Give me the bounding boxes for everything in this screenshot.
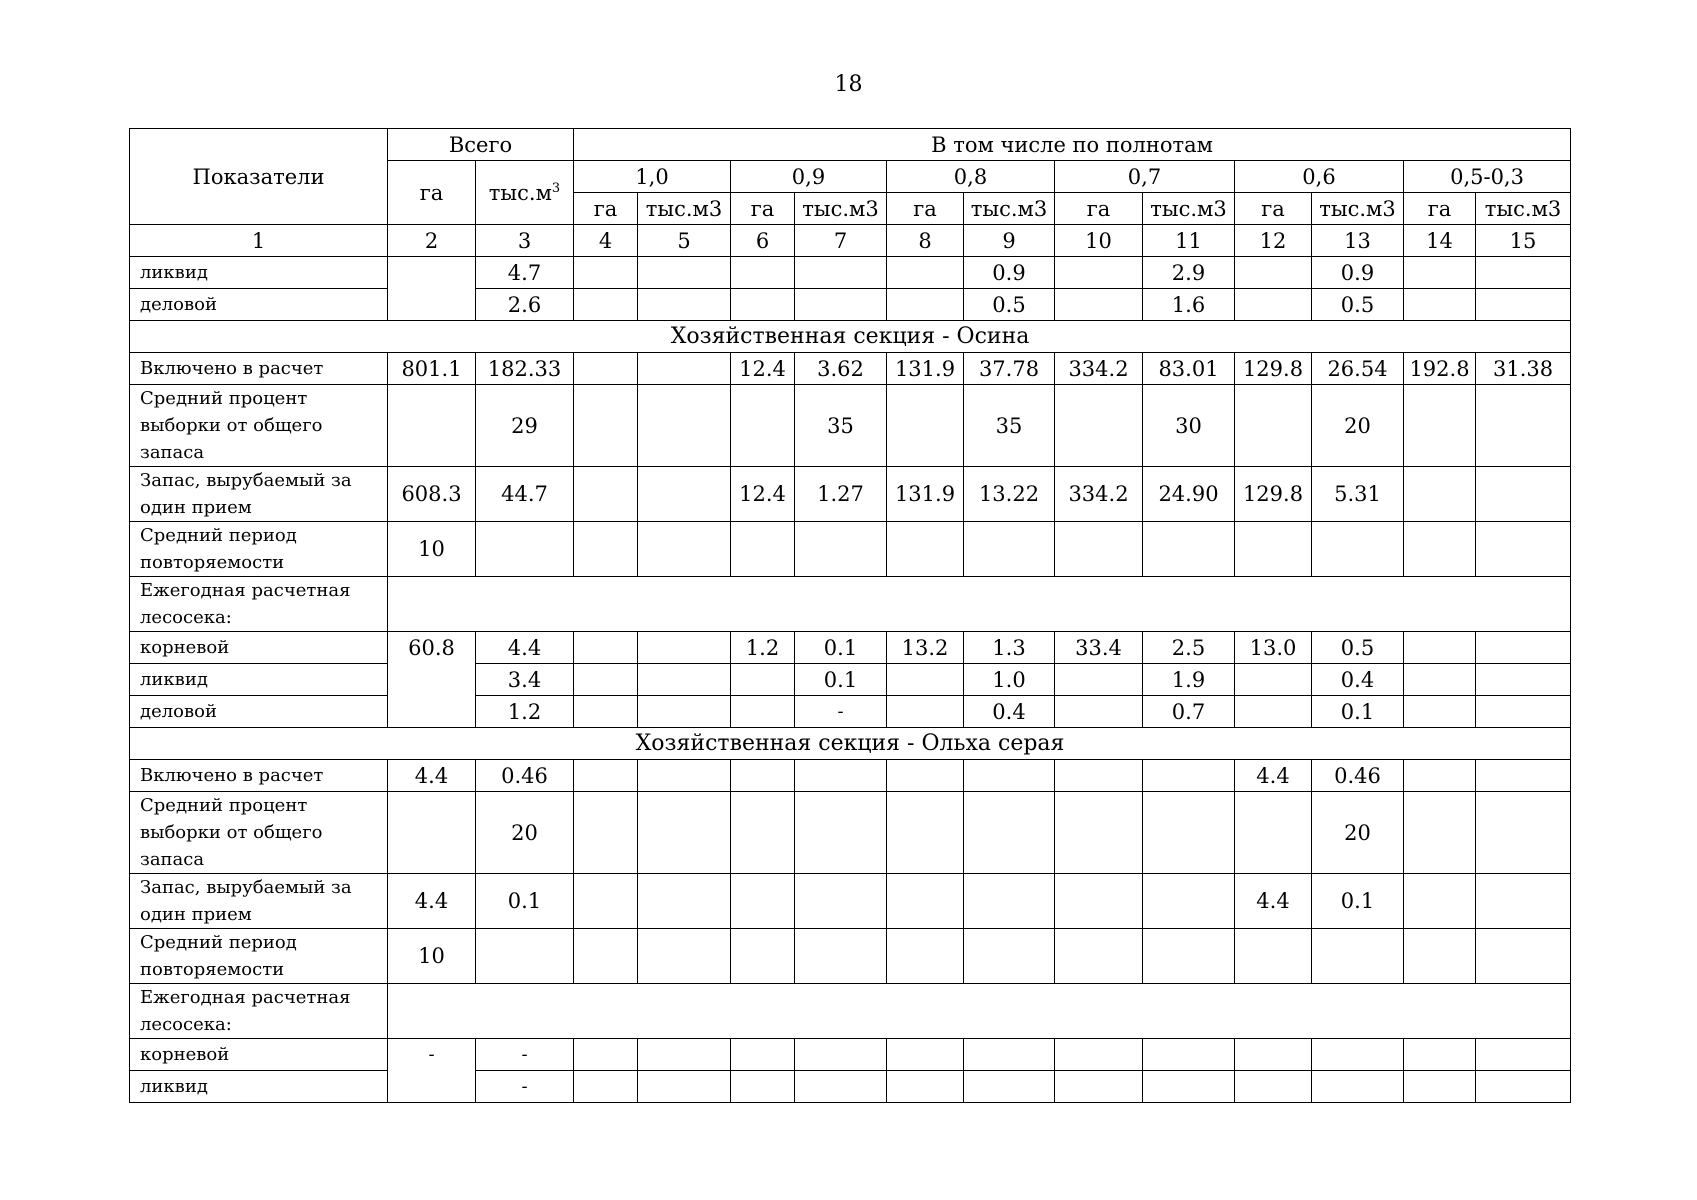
- table-cell: [795, 257, 887, 289]
- table-cell: -: [476, 1071, 574, 1103]
- table-cell: 1.3: [964, 632, 1055, 664]
- table-cell: 10: [388, 522, 476, 577]
- density-header: 0,7: [1055, 161, 1235, 193]
- table-cell: [574, 385, 638, 467]
- table-cell: [1404, 929, 1476, 984]
- table-cell: 10: [388, 929, 476, 984]
- table-cell: 131.9: [887, 467, 964, 522]
- unit-ga: га: [574, 193, 638, 225]
- table-cell: [638, 467, 731, 522]
- table-cell: [795, 289, 887, 321]
- page-number: 18: [834, 72, 863, 97]
- table-cell: [638, 696, 731, 728]
- table-cell: 0.1: [1312, 696, 1404, 728]
- row-label: ликвид: [130, 664, 388, 696]
- table-cell: [731, 792, 795, 874]
- table-cell: [638, 522, 731, 577]
- table-cell: [388, 664, 476, 696]
- table-cell: [1055, 929, 1143, 984]
- table-cell: [731, 874, 795, 929]
- column-number: 9: [964, 225, 1055, 257]
- table-cell: 129.8: [1235, 353, 1312, 385]
- table-cell: 33.4: [1055, 632, 1143, 664]
- table-cell: 192.8: [1404, 353, 1476, 385]
- section-title: Хозяйственная секция - Ольха серая: [130, 728, 1571, 760]
- table-cell: 20: [1312, 792, 1404, 874]
- table-cell: [1312, 929, 1404, 984]
- table-row: [130, 385, 1571, 467]
- unit-ga: га: [1404, 193, 1476, 225]
- column-number: 4: [574, 225, 638, 257]
- table-cell: [388, 696, 476, 728]
- table-cell: [574, 929, 638, 984]
- table-cell: [1055, 1039, 1143, 1071]
- table-cell: [1404, 522, 1476, 577]
- table-cell: [887, 522, 964, 577]
- unit-superscript: 3: [551, 180, 561, 196]
- table-cell: 2.5: [1143, 632, 1235, 664]
- table-cell: [887, 1071, 964, 1103]
- table-cell: [887, 929, 964, 984]
- table-cell: 44.7: [476, 467, 574, 522]
- table-cell: [574, 664, 638, 696]
- section-row: [130, 728, 1571, 760]
- table-row: [130, 522, 1571, 577]
- table-row: [130, 467, 1571, 522]
- table-cell: [731, 257, 795, 289]
- empty-span-cell: [388, 577, 1571, 632]
- table-cell: [1476, 289, 1571, 321]
- table-cell: [1404, 257, 1476, 289]
- unit-volume: тыс.м3: [964, 193, 1055, 225]
- row-label: Ежегодная расчетная лесосека:: [130, 577, 388, 632]
- table-cell: [1055, 664, 1143, 696]
- table-cell: [638, 257, 731, 289]
- table-cell: 29: [476, 385, 574, 467]
- row-label: корневой: [130, 1039, 388, 1071]
- table-row: [130, 1039, 1571, 1071]
- table-cell: [1143, 929, 1235, 984]
- table-cell: [887, 792, 964, 874]
- table-row: [130, 984, 1571, 1039]
- table-cell: [1476, 257, 1571, 289]
- table-cell: 801.1: [388, 353, 476, 385]
- table-cell: [1055, 760, 1143, 792]
- forest-cutting-table: [129, 128, 1571, 1103]
- table-cell: [964, 792, 1055, 874]
- header-total-ga: га: [388, 161, 476, 225]
- density-header: 0,5-0,3: [1404, 161, 1571, 193]
- table-row: [130, 760, 1571, 792]
- header-row-1: [130, 129, 1571, 161]
- density-header: 0,8: [887, 161, 1055, 193]
- table-cell: [638, 760, 731, 792]
- table-cell: [1235, 385, 1312, 467]
- table-cell: [731, 522, 795, 577]
- table-cell: 0.7: [1143, 696, 1235, 728]
- table-cell: [964, 760, 1055, 792]
- density-header: 0,9: [731, 161, 887, 193]
- table-cell: [1476, 522, 1571, 577]
- table-cell: [887, 664, 964, 696]
- table-cell: 30: [1143, 385, 1235, 467]
- table-row: [130, 289, 1571, 321]
- table-cell: [1143, 522, 1235, 577]
- table-cell: [1235, 664, 1312, 696]
- table-cell: [731, 664, 795, 696]
- table-cell: 35: [795, 385, 887, 467]
- header-including: В том числе по полнотам: [574, 129, 1571, 161]
- table-cell: [795, 760, 887, 792]
- table-cell: 0.9: [1312, 257, 1404, 289]
- table-cell: [388, 257, 476, 289]
- row-label: Включено в расчет: [130, 760, 388, 792]
- table-cell: -: [795, 696, 887, 728]
- table-cell: [1404, 467, 1476, 522]
- table-cell: [1235, 929, 1312, 984]
- table-cell: 1.0: [964, 664, 1055, 696]
- table-cell: 0.5: [1312, 289, 1404, 321]
- table-cell: [1055, 1071, 1143, 1103]
- table-cell: [1143, 760, 1235, 792]
- table-cell: [638, 874, 731, 929]
- table-cell: 4.4: [388, 874, 476, 929]
- table-cell: 4.4: [476, 632, 574, 664]
- table-cell: [1404, 1071, 1476, 1103]
- table-cell: [1235, 1071, 1312, 1103]
- table-cell: [1312, 522, 1404, 577]
- unit-ga: га: [731, 193, 795, 225]
- table-cell: 131.9: [887, 353, 964, 385]
- row-label: Средний процент выборки от общего запаса: [130, 385, 388, 467]
- table-cell: 4.4: [1235, 874, 1312, 929]
- table-cell: [574, 1039, 638, 1071]
- density-header: 1,0: [574, 161, 731, 193]
- table-cell: [1476, 1039, 1571, 1071]
- table-cell: 4.7: [476, 257, 574, 289]
- table-cell: [731, 1039, 795, 1071]
- column-number: 15: [1476, 225, 1571, 257]
- header-indicators: Показатели: [130, 129, 388, 225]
- table-cell: 60.8: [388, 632, 476, 664]
- unit-ga: га: [887, 193, 964, 225]
- table-cell: [1055, 792, 1143, 874]
- unit-volume: тыс.м3: [638, 193, 731, 225]
- table-cell: 35: [964, 385, 1055, 467]
- row-label: Средний процент выборки от общего запаса: [130, 792, 388, 874]
- table-cell: 5.31: [1312, 467, 1404, 522]
- table-cell: 0.4: [1312, 664, 1404, 696]
- unit-ga: га: [1055, 193, 1143, 225]
- table-cell: [964, 1071, 1055, 1103]
- unit-volume: тыс.м3: [1143, 193, 1235, 225]
- table-cell: 24.90: [1143, 467, 1235, 522]
- table-cell: [1476, 1071, 1571, 1103]
- empty-span-cell: [388, 984, 1571, 1039]
- table-row: [130, 577, 1571, 632]
- table-cell: [1404, 874, 1476, 929]
- table-cell: [1235, 257, 1312, 289]
- table-cell: [388, 1071, 476, 1103]
- table-cell: [638, 1039, 731, 1071]
- table-cell: [1404, 792, 1476, 874]
- table-cell: [1235, 696, 1312, 728]
- column-number: 3: [476, 225, 574, 257]
- table-cell: [638, 353, 731, 385]
- table-cell: [388, 792, 476, 874]
- table-cell: 20: [1312, 385, 1404, 467]
- table-cell: 0.5: [964, 289, 1055, 321]
- table-cell: [1404, 696, 1476, 728]
- table-cell: 0.9: [964, 257, 1055, 289]
- table-cell: [1476, 385, 1571, 467]
- table-cell: [1476, 874, 1571, 929]
- table-cell: [574, 353, 638, 385]
- table-cell: 1.6: [1143, 289, 1235, 321]
- column-number: 8: [887, 225, 964, 257]
- table-cell: 13.2: [887, 632, 964, 664]
- table-cell: [1055, 289, 1143, 321]
- table-cell: [1404, 760, 1476, 792]
- table-cell: [638, 664, 731, 696]
- table-cell: 26.54: [1312, 353, 1404, 385]
- table-cell: [574, 874, 638, 929]
- table-cell: [574, 632, 638, 664]
- column-number: 14: [1404, 225, 1476, 257]
- unit-text: тыс.м: [488, 180, 552, 205]
- table-cell: 0.46: [1312, 760, 1404, 792]
- table-cell: 4.4: [1235, 760, 1312, 792]
- table-cell: 2.9: [1143, 257, 1235, 289]
- table-cell: 3.4: [476, 664, 574, 696]
- header-total-volume: [476, 161, 574, 225]
- column-number: 10: [1055, 225, 1143, 257]
- table-row: [130, 929, 1571, 984]
- table-cell: [795, 874, 887, 929]
- table-cell: [964, 522, 1055, 577]
- table-cell: 182.33: [476, 353, 574, 385]
- row-label: Ежегодная расчетная лесосека:: [130, 984, 388, 1039]
- row-label: деловой: [130, 696, 388, 728]
- table-cell: [638, 792, 731, 874]
- section-row: [130, 321, 1571, 353]
- column-number: 6: [731, 225, 795, 257]
- table-cell: [574, 257, 638, 289]
- header-total: Всего: [388, 129, 574, 161]
- table-cell: [638, 632, 731, 664]
- table-cell: [574, 696, 638, 728]
- table-cell: [887, 760, 964, 792]
- table-cell: 37.78: [964, 353, 1055, 385]
- table-cell: [1404, 664, 1476, 696]
- table-cell: [731, 760, 795, 792]
- table-cell: [795, 929, 887, 984]
- table-cell: [731, 289, 795, 321]
- table-cell: 1.2: [476, 696, 574, 728]
- table-cell: 0.4: [964, 696, 1055, 728]
- table-cell: 334.2: [1055, 467, 1143, 522]
- table-cell: 0.5: [1312, 632, 1404, 664]
- table-cell: [388, 289, 476, 321]
- table-cell: [1235, 792, 1312, 874]
- table-cell: [1055, 385, 1143, 467]
- table-row: [130, 696, 1571, 728]
- table-cell: 129.8: [1235, 467, 1312, 522]
- table-cell: [1235, 1039, 1312, 1071]
- row-label: Запас, вырубаемый за один прием: [130, 874, 388, 929]
- table-cell: [1235, 289, 1312, 321]
- table-cell: [638, 289, 731, 321]
- table-cell: 13.22: [964, 467, 1055, 522]
- table-cell: [1055, 257, 1143, 289]
- table-cell: [1055, 522, 1143, 577]
- table-cell: [574, 792, 638, 874]
- table-cell: [887, 696, 964, 728]
- row-label: Запас, вырубаемый за один прием: [130, 467, 388, 522]
- table-cell: [1235, 522, 1312, 577]
- section-title: Хозяйственная секция - Осина: [130, 321, 1571, 353]
- table-cell: [795, 792, 887, 874]
- table-cell: [574, 1071, 638, 1103]
- table-row: [130, 353, 1571, 385]
- table-cell: 13.0: [1235, 632, 1312, 664]
- table-cell: [476, 929, 574, 984]
- column-number: 13: [1312, 225, 1404, 257]
- table-cell: [1404, 1039, 1476, 1071]
- table-cell: [731, 696, 795, 728]
- table-cell: [1404, 632, 1476, 664]
- table-cell: [1404, 385, 1476, 467]
- table-row: [130, 664, 1571, 696]
- table-cell: [1143, 792, 1235, 874]
- column-number: 2: [388, 225, 476, 257]
- table-cell: [1476, 664, 1571, 696]
- table-cell: [1404, 289, 1476, 321]
- table-cell: 608.3: [388, 467, 476, 522]
- row-label: корневой: [130, 632, 388, 664]
- table-cell: [1055, 874, 1143, 929]
- table-cell: -: [388, 1039, 476, 1071]
- table-cell: -: [476, 1039, 574, 1071]
- table-cell: [887, 385, 964, 467]
- table-cell: 20: [476, 792, 574, 874]
- density-header: 0,6: [1235, 161, 1404, 193]
- table-cell: [1476, 792, 1571, 874]
- row-label: ликвид: [130, 1071, 388, 1103]
- table-cell: 1.27: [795, 467, 887, 522]
- row-label: деловой: [130, 289, 388, 321]
- table-cell: [731, 929, 795, 984]
- table-cell: [1143, 874, 1235, 929]
- table-cell: [638, 385, 731, 467]
- table-cell: 0.1: [1312, 874, 1404, 929]
- table-cell: [476, 522, 574, 577]
- table-cell: [1476, 696, 1571, 728]
- table-cell: 4.4: [388, 760, 476, 792]
- table-cell: 83.01: [1143, 353, 1235, 385]
- table-cell: 1.9: [1143, 664, 1235, 696]
- table-row: [130, 874, 1571, 929]
- unit-volume: тыс.м3: [1312, 193, 1404, 225]
- table-cell: [1476, 632, 1571, 664]
- table-cell: 0.1: [476, 874, 574, 929]
- table-cell: [1476, 760, 1571, 792]
- header-row-numbers: [130, 225, 1571, 257]
- table-cell: 2.6: [476, 289, 574, 321]
- table-cell: [1476, 467, 1571, 522]
- table-cell: [964, 874, 1055, 929]
- unit-volume: тыс.м3: [795, 193, 887, 225]
- unit-ga: га: [1235, 193, 1312, 225]
- table-cell: [795, 522, 887, 577]
- table-cell: [574, 760, 638, 792]
- table-cell: 12.4: [731, 467, 795, 522]
- table-cell: 12.4: [731, 353, 795, 385]
- table-cell: [1476, 929, 1571, 984]
- row-label: Включено в расчет: [130, 353, 388, 385]
- column-number: 5: [638, 225, 731, 257]
- table-cell: [574, 522, 638, 577]
- table-cell: 3.62: [795, 353, 887, 385]
- table-cell: [731, 385, 795, 467]
- table-cell: [964, 1039, 1055, 1071]
- table-cell: [887, 1039, 964, 1071]
- table-cell: [964, 929, 1055, 984]
- unit-volume: тыс.м3: [1476, 193, 1571, 225]
- table-cell: [1143, 1039, 1235, 1071]
- table-cell: [638, 929, 731, 984]
- table-row: [130, 792, 1571, 874]
- column-number: 12: [1235, 225, 1312, 257]
- table-cell: [795, 1039, 887, 1071]
- table-cell: 0.1: [795, 664, 887, 696]
- table-cell: 334.2: [1055, 353, 1143, 385]
- table-cell: [574, 467, 638, 522]
- table-row: [130, 632, 1571, 664]
- table-cell: [574, 289, 638, 321]
- table-cell: 0.46: [476, 760, 574, 792]
- column-number: 7: [795, 225, 887, 257]
- row-label: Средний период повторяемости: [130, 522, 388, 577]
- table-cell: [731, 1071, 795, 1103]
- table-cell: [1312, 1039, 1404, 1071]
- column-number: 1: [130, 225, 388, 257]
- row-label: Средний период повторяемости: [130, 929, 388, 984]
- table-cell: [388, 385, 476, 467]
- table-cell: [1312, 1071, 1404, 1103]
- table-cell: [1055, 696, 1143, 728]
- table-row: [130, 1071, 1571, 1103]
- table-row: [130, 257, 1571, 289]
- table-cell: [1143, 1071, 1235, 1103]
- column-number: 11: [1143, 225, 1235, 257]
- table-cell: 31.38: [1476, 353, 1571, 385]
- table-cell: [887, 257, 964, 289]
- table-cell: [887, 289, 964, 321]
- table-cell: [638, 1071, 731, 1103]
- table-cell: [795, 1071, 887, 1103]
- table-cell: [887, 874, 964, 929]
- table-cell: 1.2: [731, 632, 795, 664]
- row-label: ликвид: [130, 257, 388, 289]
- table-cell: 0.1: [795, 632, 887, 664]
